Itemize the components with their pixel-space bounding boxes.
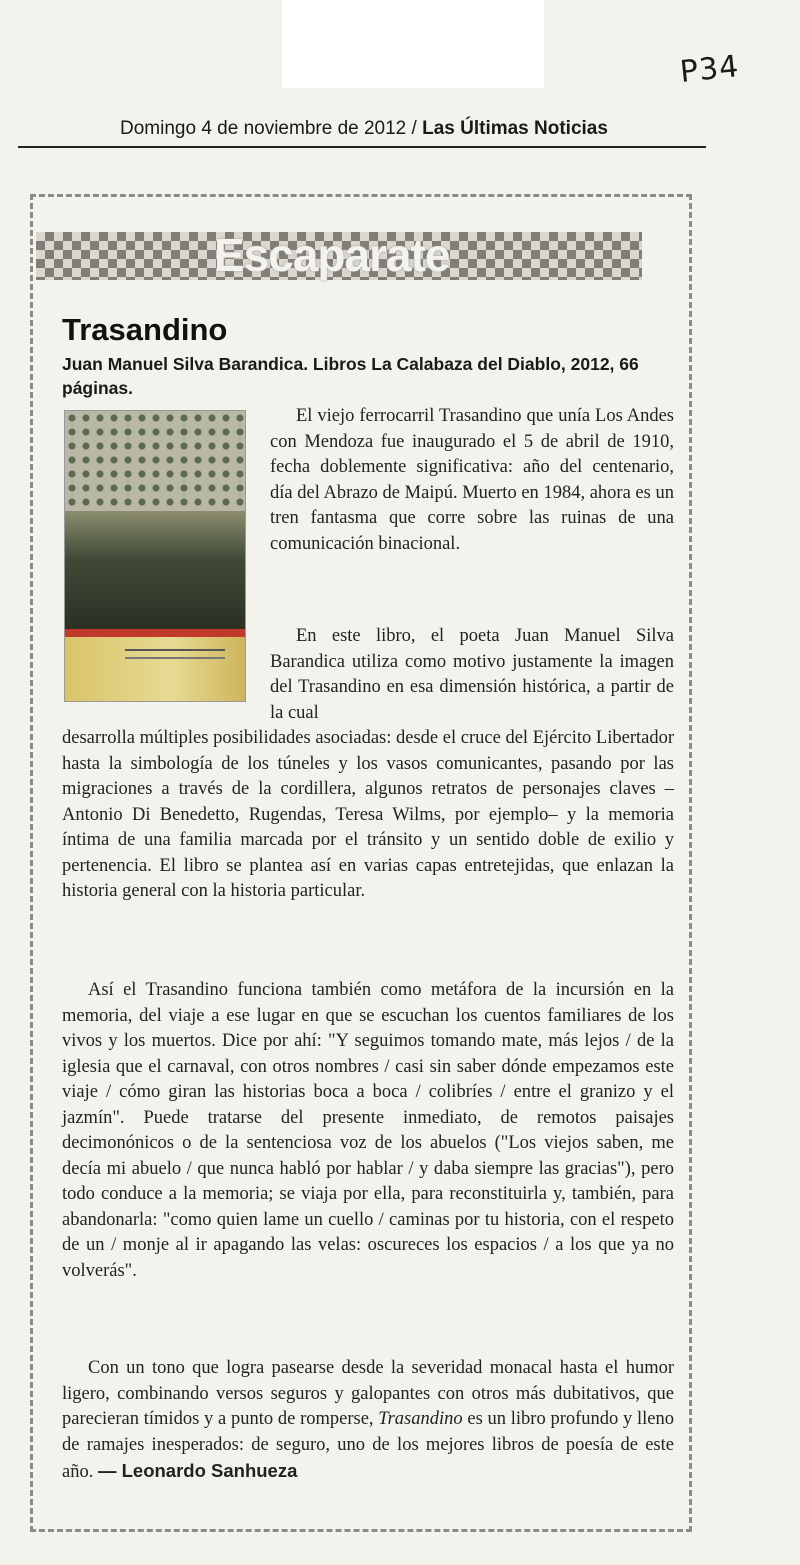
book-cover-image <box>64 410 246 702</box>
dateline-newspaper: Las Últimas Noticias <box>422 118 608 139</box>
paragraph-2-end <box>62 726 674 905</box>
author-signature: — Leonardo Sanhueza <box>97 1460 298 1481</box>
header-rule <box>18 146 706 148</box>
paragraph-4 <box>62 1356 674 1486</box>
paragraph-3 <box>62 978 674 1284</box>
dateline-date: Domingo 4 de noviembre de 2012 / <box>120 118 417 139</box>
paragraph-1 <box>270 404 674 557</box>
paragraph-3-text: Así el Trasandino funciona también como metáfora de la incursión en la memoria, del viaje a ese lugar en que se escuchan los cuentos familiares de los vivos y los muertos. Dice por ahí: "Y seguimos tomando mate, más lejos / de la iglesia que el carnaval, con otros nombres / casi sin saber dónde empezamos este viaje / cómo giran las historias boca a boca / colibríes / entre el granizo y el jazmín". Puede tratarse del presente inmediato, de remotos paisajes decimonónicos o de la sentenciosa voz de los abuelos ("Los viejos saben, me decía mi abuelo / que nunca habló por hablar / y daba siempre las gracias"), pero todo conduce a la memoria; se viaja por ella, para reconstituirla y, también, para abandonarla: "como quien lame un cuello / caminas por tu historia, con el respeto de un / monje al ir apagando las velas: oscureces los espacios / a los que ya no volverás". <box>62 980 674 1281</box>
paragraph-2-start-text: En este libro, el poeta Juan Manuel Silva Barandica utiliza como motivo justamente la imagen del Trasandino en esa dimensión histórica, a partir de la cual <box>270 626 674 723</box>
cover-red-band <box>65 629 245 637</box>
paragraph-2-end-text: desarrolla múltiples posibilidades asociadas: desde el cruce del Ejército Libertador hasta la simbología de los túneles y los vasos comunicantes, pasando por las migraciones a través de la cordillera, algunos retratos de personajes claves –Antonio Di Benedetto, Rugendas, Teresa Wilms, por ejemplo– y la memoria íntima de una familia marcada por el tránsito y un sentido doble de exilio y pertenencia. El libro se plantea así en varias capas entretejidas, que enlazan la historia general con la historia particular. <box>62 728 674 901</box>
cover-pattern <box>65 411 245 511</box>
article-subtitle: Juan Manuel Silva Barandica. Libros La Calabaza del Diablo, 2012, 66 páginas. <box>62 354 639 398</box>
cover-title-band <box>65 637 245 701</box>
dateline <box>120 118 704 140</box>
book-title-italic: Trasandino <box>378 1409 463 1429</box>
cover-landscape <box>65 511 245 631</box>
article-title: Trasandino <box>62 312 228 347</box>
paragraph-1-text: El viejo ferrocarril Trasandino que unía Los Andes con Mendoza fue inaugurado el 5 de abril de 1910, fecha doblemente significativa: año del centenario, día del Abrazo de Maipú. Muerto en 1984, ahora es un tren fantasma que corre sobre las ruinas de una comunicación binacional. <box>270 406 674 554</box>
paragraph-2-start <box>270 624 674 726</box>
blank-label-area <box>282 0 544 88</box>
paragraph-4-text <box>62 1356 674 1486</box>
paragraph-4-part-2: es un libro profundo y lleno de ramajes inesperados: de seguro, uno de los mejores libros de poesía de este año. <box>62 1409 675 1482</box>
paragraph-4-part-1: Con un tono que logra pasearse desde la severidad monacal hasta el humor ligero, combinando versos seguros y galopantes con otros más dubitativos, que parecieran tímidos y a punto de romperse, <box>62 1358 674 1429</box>
section-label: Escaparate <box>214 229 450 281</box>
cover-title-lines <box>125 649 225 651</box>
handwritten-page-note: P34 <box>678 48 741 91</box>
